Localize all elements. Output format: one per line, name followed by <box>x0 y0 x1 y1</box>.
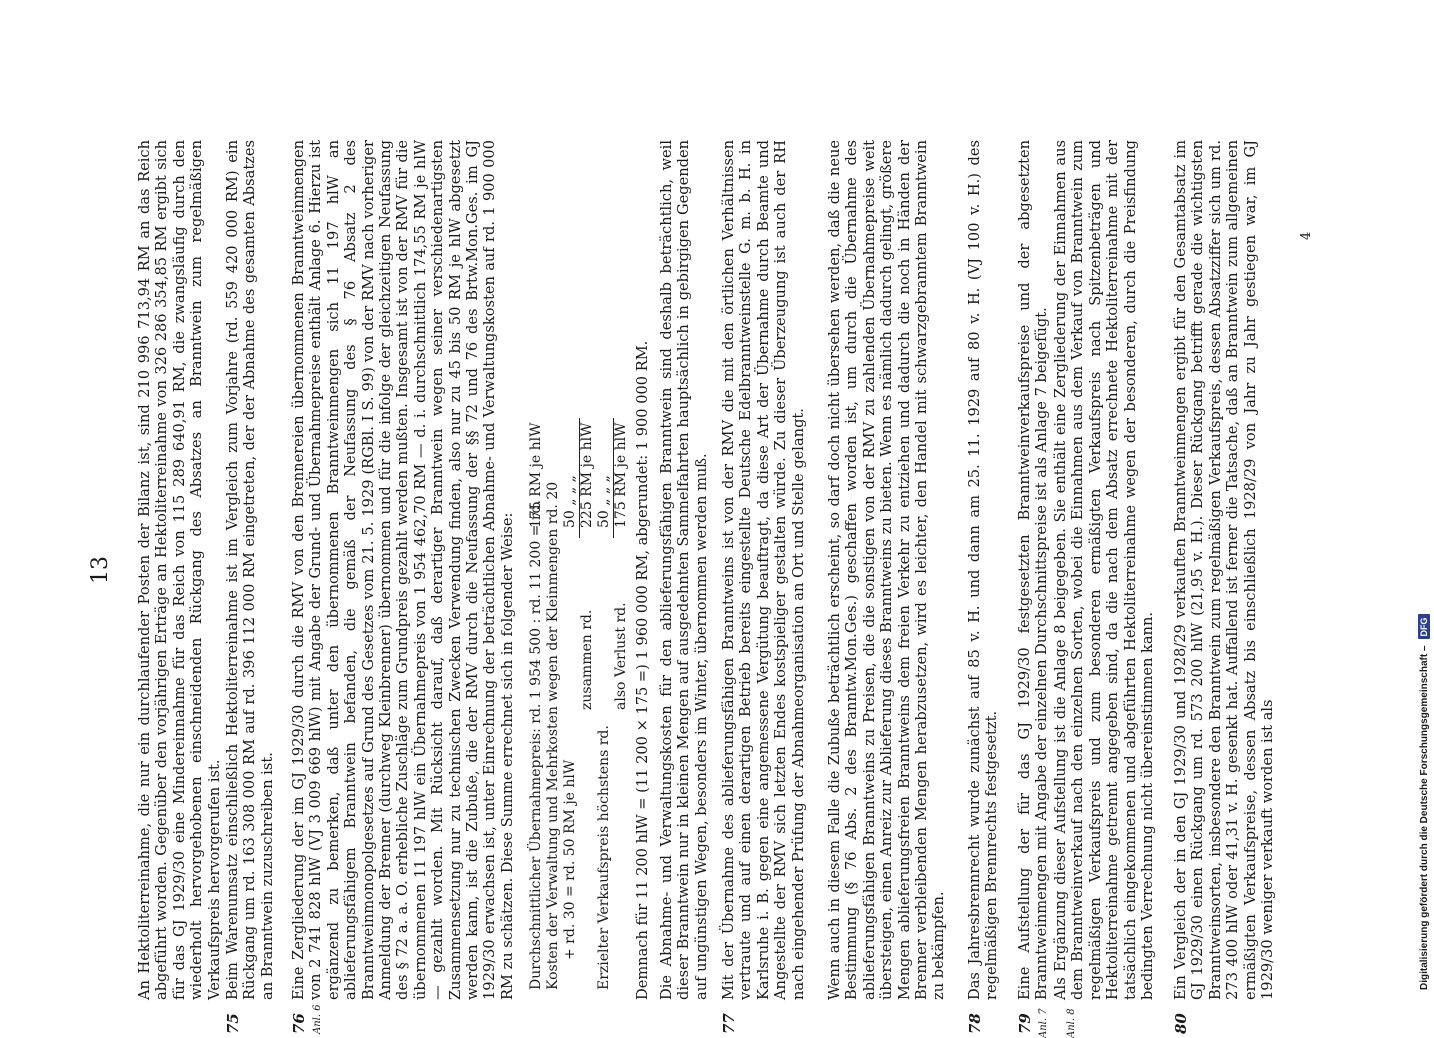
paragraph-abnahme: Die Abnahme- und Verwaltungskosten für den ablieferungsfähigen Branntwein sind deshalb beträchtlich, weil dieser Branntwein nur in kleinen Mengen auf ausgedehnten Sammelfahrten hauptsächlich in gebirgigen Gegenden auf ungünstigen Wegen, besonders im Winter, übernommen werden muß. <box>658 140 710 1000</box>
paragraph-80: Ein Vergleich der in den GJ 1929/30 und 1928/29 verkauften Branntweinmengen ergibt für den Gesamtabsatz im GJ 1929/30 einen Rückgang um rd. 573 200 hlW (21,95 v. H.). Dieser Rückgang betrifft gerade die wichtigsten Branntweinsorten, insbesondere den Branntwein zum regelmäßigen Verkaufspreis, dessen Absatzziffer sich um rd. 273 400 hlW oder 41,31 v. H. gesenkt hat. Auffallend ist ferner die Tatsache, daß an Branntwein zum allgemeinen ermäßigten Verkaufspreise, dessen Absatz bis einschließlich 1928/29 von Jahr zu Jahr gestiegen war, im GJ 1929/30 weniger verkauft worden ist als <box>1172 140 1277 1000</box>
paragraph-78: Das Jahresbrennrecht wurde zunächst auf 85 v. H. und dann am 25. 11. 1929 auf 80 v. H. (VJ 100 v. H.) des regelmäßigen Brennrechts festgesetzt. <box>966 140 1001 1000</box>
margin-ref-anl7: Anl. 7 <box>1038 1008 1049 1038</box>
credit-text: Digitalisierung gefördert durch die Deutsche Forschungsgemeinschaft – <box>1418 645 1430 990</box>
paragraph-79: Eine Aufstellung der für das GJ 1929/30 festgesetzten Branntweinverkaufspreise und der abgesetzten Branntweinmengen mit Angabe der einzelnen Durchschnittspreise ist als Anlage 7 beigefügt. <box>1016 140 1051 1000</box>
margin-ref-anl8: Anl. 8 <box>1066 1008 1077 1038</box>
calculation-table <box>528 140 630 990</box>
paragraph-number-78: 78 <box>966 1013 984 1034</box>
signature-mark: 4 <box>1299 231 1314 240</box>
calc-row <box>528 140 545 990</box>
calc-amount: 225 RM je hlW <box>579 422 595 528</box>
sum-rule <box>579 418 580 538</box>
calc-label: + rd. 30 = rd. 50 RM je hlW <box>562 759 578 960</box>
paragraph-number-76: 76 <box>290 1013 308 1034</box>
calc-label: also Verlust rd. <box>613 602 629 710</box>
paragraph-demnach: Demnach für 11 200 hlW = (11 200 × 175 =) 1 960 000 RM, abgerundet: 1 900 000 RM. <box>634 340 651 1000</box>
calc-amount: 175 RM je hlW <box>528 422 544 528</box>
paragraph-number-79: 79 <box>1016 1013 1034 1034</box>
paragraph-75: Beim Warenumsatz einschließlich Hektoliterreinahme ist im Vergleich zum Vorjahre (rd. 559 420 000 RM) ein Rückgang um rd. 163 308 000 RM auf rd. 396 112 000 RM eingetreten, der der Abnahme des gesamten Absatzes an Branntwein zuzuschreiben ist. <box>224 140 276 1000</box>
paragraph-number-77: 77 <box>720 1013 738 1034</box>
calc-label: Erzielter Verkaufspreis höchstens rd. <box>596 725 612 990</box>
calc-row <box>545 140 562 990</box>
calc-row <box>596 140 613 990</box>
paragraph-77b: Wenn auch in diesem Falle die Zubuße beträchtlich erscheint, so darf doch nicht übersehen werden, daß die neue Bestimmung (§ 76 Abs. 2 des Branntw.Mon.Ges.) geschaffen worden ist, um durch die Übernahme des ablieferungsfähigen Branntweins zu Preisen, die die sonstigen von der RMV zu zahlenden Übernahmepreise weit übersteigen, einen Anreiz zur Ablieferung dieses Branntweins zu bieten. Wenn es nämlich dadurch gelingt, größere Mengen ablieferungsfreien Branntweins dem freien Verkehr zu entziehen und dadurch die noch in Händen der Brenner verbleibenden Mengen herabzusetzen, wird es leichter, den Handel mit schwarzgebranntem Branntwein zu bekämpfen. <box>826 140 948 1000</box>
paragraph-number-75: 75 <box>224 1013 242 1034</box>
calc-label: Kosten der Verwaltung und Mehrkosten wegen der Kleinmengen rd. 20 <box>545 481 561 990</box>
calc-row <box>613 140 630 990</box>
sum-rule <box>613 418 614 538</box>
paragraph-intro: An Hektoliterreinahme, die nur ein durchlaufender Posten der Bilanz ist, sind 210 996 713,94 RM an das Reich abgeführt worden. Gegenüber den vorjährigen Erträge an Hektoliterreinahme von 326 286 354,85 RM ergibt sich für das GJ 1929/30 eine Mindereinnahme für das Reich von 115 289 640,91 RM, die zwangsläufig durch den wiederholt hervorgehobenen einschneidenden Rückgang des Absatzes an Branntwein zum regelmäßigen Verkaufspreis hervorgerufen ist. <box>136 140 223 1000</box>
margin-ref-anl6: Anl. 6 <box>312 1004 323 1034</box>
calc-amount: 175 RM je hlW <box>613 422 629 528</box>
paragraph-77: Mit der Übernahme des ablieferungsfähigen Branntweins ist von der RMV die mit den örtlichen Verhältnissen vertraute und auf einen derartigen Betrieb bereits eingestellte Deutsche Edelbranntweinstelle G. m. b. H. in Karlsruhe i. B. gegen eine angemessene Vergütung beauftragt, da diese Art der Übernahme durch Beamte und Angestellte der RMV sich letzten Endes kostspieliger gestalten würde. Zu dieser Überzeugung ist auch der RH nach eingehender Prüfung der Abnahmeorganisation an Ort und Stelle gelangt. <box>720 140 807 1000</box>
paragraph-76: Eine Zergliederung der im GJ 1929/30 durch die RMV von den Brennereien übernommenen Branntweinmengen von 2 741 828 hlW (VJ 3 009 669 hlW) mit Angabe der Grund- und Übernahmepreise enthält Anlage 6. Hierzu ist ergänzend zu bemerken, daß unter den übernommenen Branntweinmengen sich 11 197 hlW an ablieferungsfähigem Branntwein befanden, die gemäß der Neufassung des § 76 Absatz 2 des Branntweinmonopolgesetzes auf Grund des Gesetzes vom 21. 5. 1929 (RGBl. I S. 99) von der RMV nach vorheriger Anmeldung der Brenner (durchweg Kleinbrenner) übernommen und für die infolge der gleichzeitigen Neufassung des § 72 a. a. O. erhebliche Zuschläge zum Grundpreis gezahlt werden mußten. Insgesamt ist von der RMV für die übernommenen 11 197 hlW ein Übernahmepreis von 1 954 462,70 RM — d. i. durchschnittlich 174,55 RM je hlW — gezahlt worden. Mit Rücksicht darauf, daß derartiger Branntwein wegen seiner verschiedenartigsten Zusammensetzung nur zu technischen Zwecken Verwendung finden, also nur zu 45 bis 50 RM je hlW abgesetzt werden kann, ist die Zubuße, die der RMV durch die Neufassung der §§ 72 und 76 des Brtw.Mon.Ges. im GJ 1929/30 erwachsen ist, unter Einrechnung der beträchtlichen Abnahme- und Verwaltungskosten auf rd. 1 900 000 RM zu schätzen. Diese Summe errechnet sich in folgender Weise: <box>290 140 516 1000</box>
dfg-logo: DFG <box>1418 614 1430 639</box>
calc-row <box>579 140 596 990</box>
digitization-credit <box>1416 0 1434 1000</box>
paragraph-number-80: 80 <box>1172 1013 1190 1034</box>
calc-amount: 50 „ „ „ <box>596 475 612 528</box>
calc-amount: 50 „ „ „ <box>562 475 578 528</box>
page-number: 13 <box>88 556 113 584</box>
calc-row <box>562 140 579 990</box>
paragraph-79b: Als Ergänzung dieser Aufstellung ist die Anlage 8 beigegeben. Sie enthält eine Zergliederung der Einnahmen aus dem Branntweinverkauf nach den einzelnen Sorten, wobei die Einnahmen aus dem Verkauf von Branntwein zum regelmäßigen Verkaufspreis und zum besonderen ermäßigten Verkaufspreis nach Spitzenbeträgen und Hektoliterreinahme getrennt angegeben sind, da die nach dem Absatz errechnete Hektoliterreinahme mit der tatsächlich eingekommenen und abgeführten Hektoliterreinahme wegen der besonderen, durch die Preisfindung bedingten Verrechnung nicht übereinstimmen kann. <box>1052 140 1157 1000</box>
rotated-document-page <box>66 140 1366 1038</box>
credit-line <box>1416 10 1432 990</box>
calc-label: zusammen rd. <box>579 609 595 710</box>
calc-label: Durchschnittlicher Übernahmepreis: rd. 1 954 500 : rd. 11 200 = rd. <box>528 500 544 990</box>
